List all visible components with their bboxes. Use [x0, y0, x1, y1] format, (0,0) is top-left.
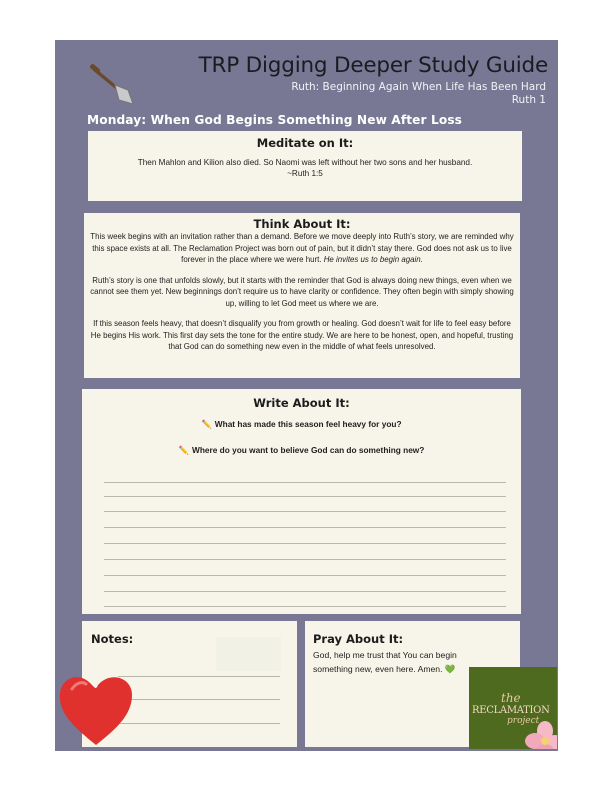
writing-line[interactable] [104, 496, 506, 497]
logo-project: project [507, 716, 540, 726]
writing-line[interactable] [104, 482, 506, 483]
verse-reference: ~Ruth 1:5 [287, 169, 323, 178]
subtitle-series: Ruth: Beginning Again When Life Has Been Hard [291, 81, 546, 93]
meditate-heading: Meditate on It: [256, 136, 354, 150]
think-paragraph-3: If this season feels heavy, that doesn’t disqualify you from growth or healing. God doesn’t wait for life to feel easy before He begins His work. This first day sets the tone for the entire study. We are here to be honest, open, and hopeful, trusting that God can do something new even in the middle of what feels unresolved. [90, 319, 514, 351]
writing-line[interactable] [104, 543, 506, 544]
writing-line[interactable] [104, 575, 506, 576]
prayer-body: God, help me trust that You can begin something new, even here. Amen. [313, 650, 457, 674]
question-1-text: What has made this season feel heavy for you? [214, 419, 402, 429]
day-heading: Monday: When God Begins Something New After Loss [87, 113, 463, 127]
write-heading: Write About It: [253, 396, 350, 410]
logo-the: the [501, 691, 521, 705]
pray-heading: Pray About It: [313, 632, 404, 646]
writing-line[interactable] [104, 511, 506, 512]
flower-icon [525, 719, 557, 749]
page-title: TRP Digging Deeper Study Guide [198, 53, 548, 78]
writing-line[interactable] [104, 527, 506, 528]
write-card [82, 389, 521, 614]
notes-heading: Notes: [91, 632, 134, 646]
write-question-1 [82, 419, 521, 430]
writing-line[interactable] [104, 559, 506, 560]
think-paragraph-2: Ruth’s story is one that unfolds slowly, but it starts with the reminder that God is always doing new things, even when we cannot see them yet. New beginnings don’t require us to have clarity or confidence. They often begin with simply showing up, willing to let God meet us where we are. [90, 275, 514, 308]
think-paragraph-1-text: This week begins with an invitation rather than a demand. Before we move deeply into Ruth’s story, we are reminded why this space exists at all. The Reclamation Project was born out of pain, but it didn’t stay there. God does not ask us to live forever in the place where we were hurt. [90, 232, 514, 264]
reclamation-logo [469, 667, 557, 749]
heart-icon [56, 667, 136, 749]
think-paragraph-1-italic: He invites us to begin again. [323, 255, 423, 264]
notes-line[interactable] [118, 699, 280, 700]
notes-line[interactable] [118, 676, 280, 677]
pencil-icon: ✏️ [178, 445, 189, 455]
think-heading: Think About It: [253, 217, 351, 231]
logo-wordmark: RECLAMATION [472, 705, 550, 716]
writing-line[interactable] [104, 591, 506, 592]
notes-line[interactable] [118, 723, 280, 724]
pencil-icon: ✏️ [201, 419, 212, 429]
green-heart-icon: 💚 [444, 663, 456, 674]
verse-text: Then Mahlon and Kilion also died. So Naomi was left without her two sons and her husband. [137, 158, 473, 167]
writing-line[interactable] [104, 606, 506, 607]
write-question-2 [82, 445, 521, 456]
think-paragraph-1 [88, 231, 516, 266]
notes-tab [216, 637, 281, 671]
page-subtitle [291, 81, 546, 107]
prayer-text [313, 649, 463, 676]
question-2-text: Where do you want to believe God can do something new? [192, 445, 425, 455]
meditate-card [88, 131, 522, 201]
scripture-verse [88, 157, 522, 179]
think-card [84, 213, 520, 378]
subtitle-passage: Ruth 1 [511, 94, 546, 106]
